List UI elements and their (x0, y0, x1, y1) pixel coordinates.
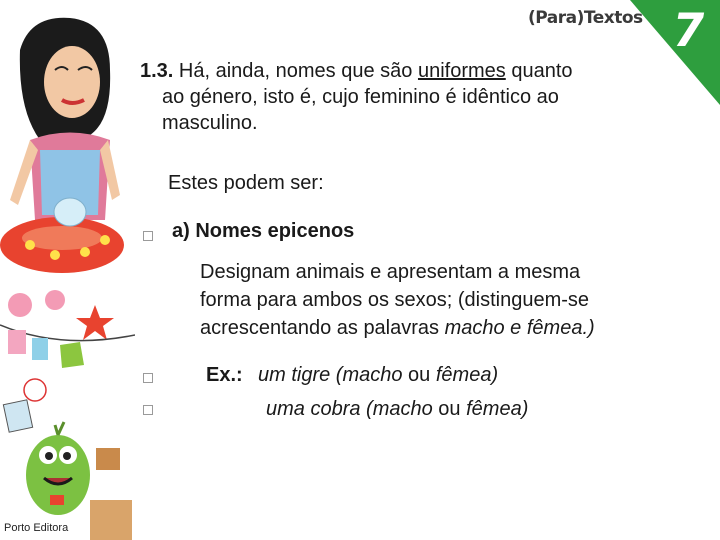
square-bullet-icon (143, 231, 153, 241)
example-1-part-2: ou (402, 364, 436, 386)
item-a-body-line-3-prefix: acrescentando as palavras (200, 317, 445, 339)
example-2-part-1: uma cobra (macho (266, 398, 433, 420)
example-1 (258, 364, 498, 387)
item-a-body (200, 258, 700, 342)
heading-line-3: masculino. (162, 112, 258, 134)
heading-text-before: Há, ainda, nomes que são (173, 60, 418, 82)
item-a-body-line-3-italic: macho e fêmea.) (444, 317, 595, 339)
example-1-part-1: um tigre (macho (258, 364, 403, 386)
item-a-title: a) Nomes epicenos (172, 220, 355, 242)
section-heading (140, 58, 700, 136)
example-2-part-3: fêmea) (466, 398, 529, 420)
heading-line-2: ao género, isto é, cujo feminino é idêntico ao (162, 86, 559, 108)
example-2-part-2: ou (432, 398, 467, 420)
item-a-body-line-1: Designam animais e apresentam a mesma (200, 261, 581, 283)
item-a-body-line-2: forma para ambos os sexos; (distinguem-se (200, 289, 590, 311)
heading-text-after: quanto (505, 60, 573, 82)
example-2 (266, 398, 528, 421)
example-1-part-3: fêmea) (435, 364, 499, 386)
example-label: Ex.: (206, 364, 243, 386)
publisher-logo: Porto Editora (4, 522, 69, 534)
square-bullet-icon (143, 405, 153, 415)
section-number: 1.3. (140, 60, 174, 82)
item-a-body-line-3 (200, 314, 700, 342)
grade-number: 7 (667, 3, 710, 57)
heading-line-1 (140, 58, 700, 84)
decorative-illustration (0, 0, 135, 540)
brand-title: (Para)Textos (528, 8, 643, 28)
intro-text: Estes podem ser: (168, 172, 324, 194)
square-bullet-icon (143, 373, 153, 383)
heading-underlined-word: uniformes (417, 60, 506, 82)
